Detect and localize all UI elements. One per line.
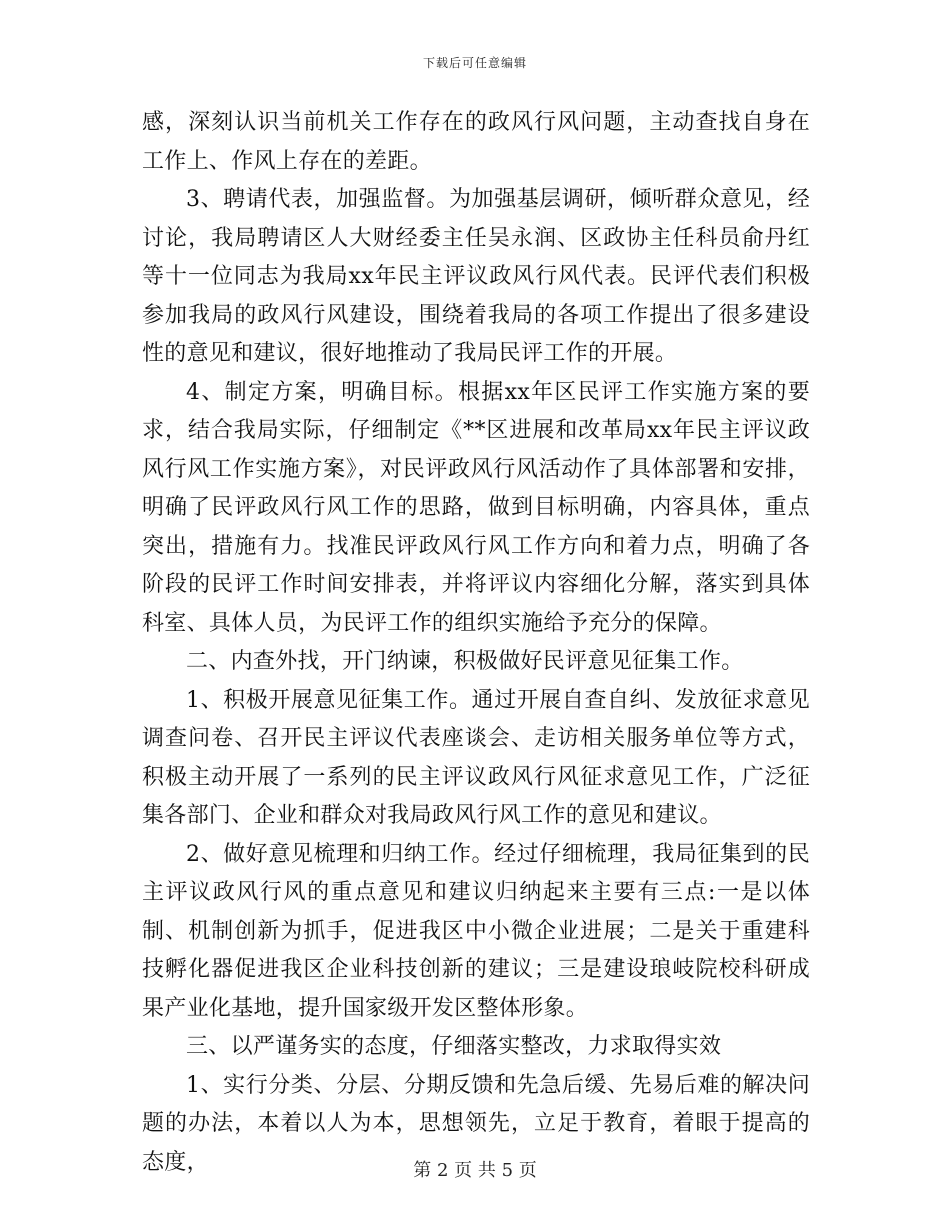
- page-header: 下载后可任意编辑: [422, 56, 527, 70]
- section-heading-2: 二、内查外找，开门纳谏，积极做好民评意见征集工作。: [186, 649, 744, 674]
- paragraph-item-4: 4、制定方案，明确目标。根据xx年区民评工作实施方案的要求，结合我局实际，仔细制定《**区进展和改革局xx年民主评议政风行风工作实施方案》，对民评政风行风活动作了具体部署和安排，明确了民评政风行风工作的思路，做到目标明确，内容具体，重点突出，措施有力。找准民评政风行风工作方向和着力点，明确了各阶段的民评工作时间安排表，并将评议内容细化分解，落实到具体科室、具体人员，为民评工作的组织实施给予充分的保障。: [142, 379, 810, 636]
- document-body: [142, 104, 810, 1182]
- paragraph-item-3: 3、聘请代表，加强监督。为加强基层调研，倾听群众意见，经讨论，我局聘请区人大财经委主任吴永润、区政协主任科员俞丹红等十一位同志为我局xx年民主评议政风行风代表。民评代表们积极参加我局的政风行风建设，围绕着我局的各项工作提出了很多建设性的意见和建议，很好地推动了我局民评工作的开展。: [142, 187, 810, 366]
- section-heading-3: 三、以严谨务实的态度，仔细落实整改，力求取得实效: [186, 1034, 722, 1059]
- paragraph-continuation: 感，深刻认识当前机关工作存在的政风行风问题，主动查找自身在工作上、作风上存在的差距。: [142, 110, 810, 174]
- paragraph-section2-item-1: 1、积极开展意见征集工作。通过开展自查自纠、发放征求意见调查问卷、召开民主评议代表座谈会、走访相关服务单位等方式，积极主动开展了一系列的民主评议政风行风征求意见工作，广泛征集各部门、企业和群众对我局政风行风工作的意见和建议。: [142, 687, 810, 828]
- page-number-footer: 第 2 页 共 5 页: [413, 1160, 537, 1181]
- paragraph-section2-item-2: 2、做好意见梳理和归纳工作。经过仔细梳理，我局征集到的民主评议政风行风的重点意见和建议归纳起来主要有三点:一是以体制、机制创新为抓手，促进我区中小微企业进展；二是关于重建科技孵化器促进我区企业科技创新的建议；三是建设琅岐院校科研成果产业化基地，提升国家级开发区整体形象。: [142, 841, 810, 1021]
- paragraph-section3-item-1: 1、实行分类、分层、分期反馈和先急后缓、先易后难的解决问题的办法，本着以人为本，思想领先，立足于教育，着眼于提高的态度，: [142, 1072, 810, 1175]
